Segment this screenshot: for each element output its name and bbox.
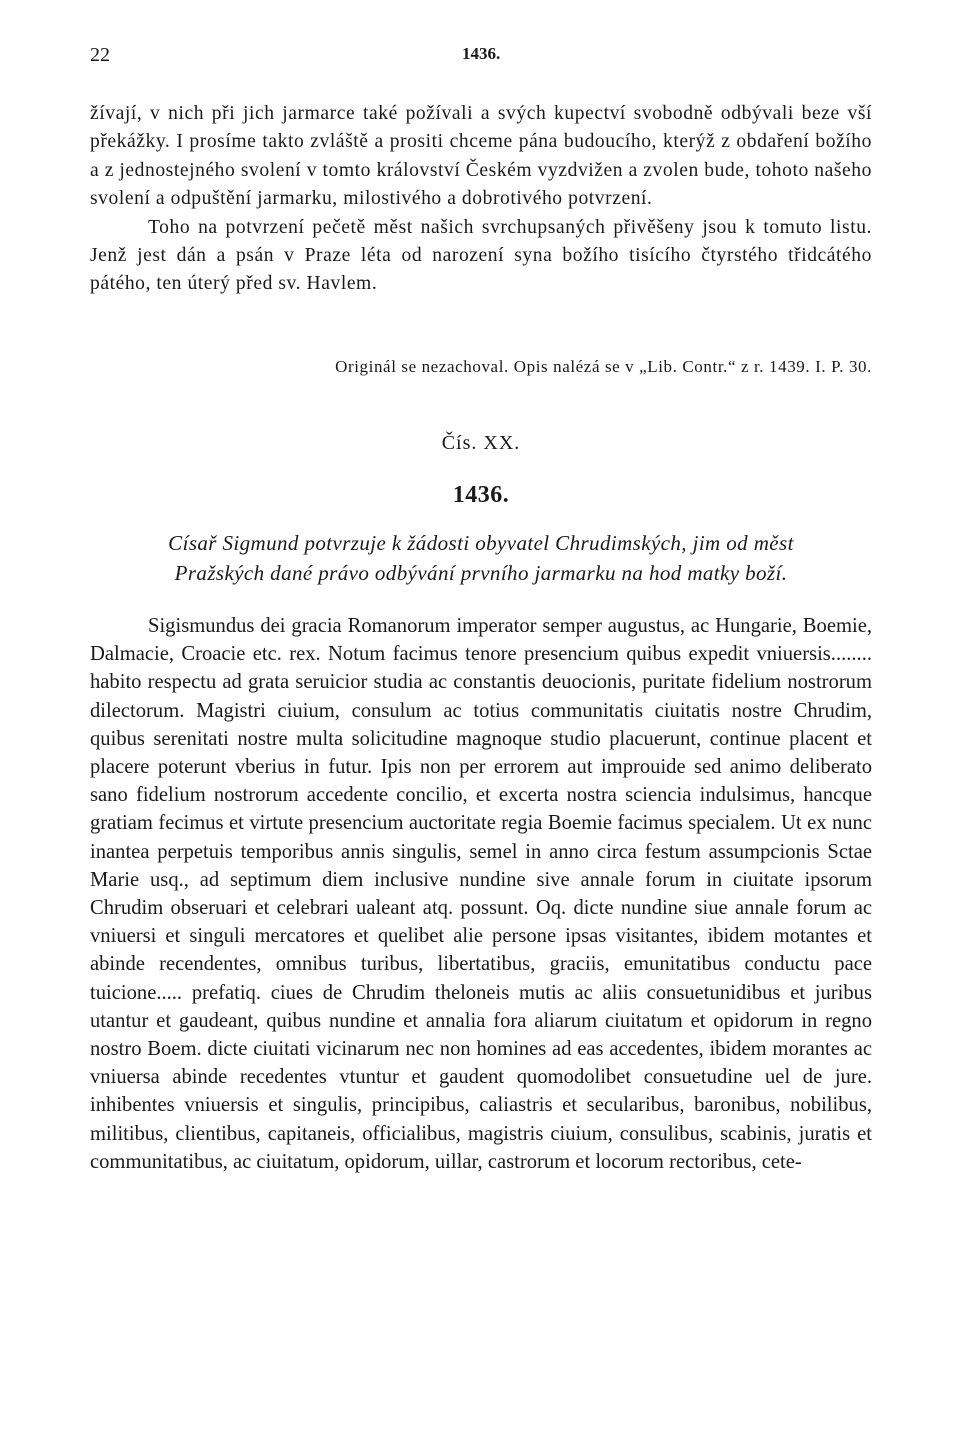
regest-line-1: Císař Sigmund potvrzuje k žádosti obyvatel Chrudimských, jim od měst (168, 531, 794, 555)
source-note: Originál se nezachoval. Opis nalézá se v „Lib. Contr.“ z r. 1439. I. P. 30. (335, 357, 872, 376)
latin-paragraph: Sigismundus dei gracia Romanorum imperator semper augustus, ac Hungarie, Boemie, Dalmacie, Croacie etc. rex. Notum facimus tenore presencium quibus expedit vniuersis........ habito respectu ad grata seruicior studia ac constantis deuocionis, puritate fidelium nostrorum dilectorum. Magistri ciuium, consulum ac totius communitatis ciuitatis nostre Chrudim, quibus serenitati nostre multa solicitudine magnoque studio placuerunt, continue placent et placere poterunt vberius in futur. Ipis non per errorem aut improuide sed animo deliberato sano fidelium nostrorum accedente concilio, et excerta nostra sciencia indulsimus, hancque gratiam fecimus et virtute presencium auctoritate regia Boemie facimus specialem. Ut ex nunc inantea perpetuis temporibus annis singulis, semel in anno circa festum assumpcionis Sctae Marie usq., ad septimum diem inclusive nundine sive annale forum in ciuitate ipsorum Chrudim obseruari et celebrari ualeant atq. possunt. Oq. dicte nundine siue annale forum ac vniuersi et singuli mercatores et quelibet alie persone ipsas visitantes, ibidem motantes et abinde recendentes, omnibus turibus, libertatibus, graciis, emunitatibus conductu pace tuicione..... prefatiq. ciues de Chrudim theloneis mutis ac aliis consuetunidibus et juribus utantur et gaudeant, quibus nundine et annalia fora aliarum ciuitatum et opidorum in regno nostro Boem. dicte ciuitati vicinarum nec non homines ad eas accedentes, ibidem morantes ac vniuersa abinde recedentes vtuntur et gaudent quomodolibet consuetudine uel de jure. inhibentes vniuersis et singulis, principibus, caliastris et secularibus, baronibus, nobilibus, militibus, clientibus, capitaneis, officialibus, magistris ciuium, consulibus, scabinis, juratis et communitatibus, ac ciuitatum, opidorum, uillar, castrorum et locorum rectoribus, cete- (90, 615, 872, 1173)
document-regest (90, 528, 872, 588)
czech-continuation (90, 100, 872, 299)
document-number: Čís. XX. (441, 432, 521, 454)
regest-line-2: Pražských dané právo odbývání prvního jarmarku na hod matky boží. (174, 561, 788, 585)
document-year: 1436. (452, 482, 510, 508)
latin-text (90, 612, 872, 1176)
running-head (90, 44, 872, 72)
czech-paragraph-2: Toho na potvrzení pečetě měst našich svrchupsaných přivěšeny jsou k tomuto listu. Jenž jest dán a psán v Praze léta od narození syna božího tisícího čtyrstého třidcátého pátého, ten úterý před sv. Havlem. (90, 216, 872, 295)
running-head-year: 1436. (462, 44, 501, 63)
page-number: 22 (90, 44, 110, 66)
czech-paragraph-1: žívají, v nich při jich jarmarce také požívali a svých kupectví svobodně odbývali beze vší překážky. I prosíme takto zvláště a prositi chceme pána budoucího, kterýž z obdaření božího a z jednostejného svolení v tomto království Českém vyzdvižen a zvolen bude, tohoto našeho svolení a odpuštění jarmarku, milostivého a dobrotivého potvrzení. (90, 103, 872, 210)
